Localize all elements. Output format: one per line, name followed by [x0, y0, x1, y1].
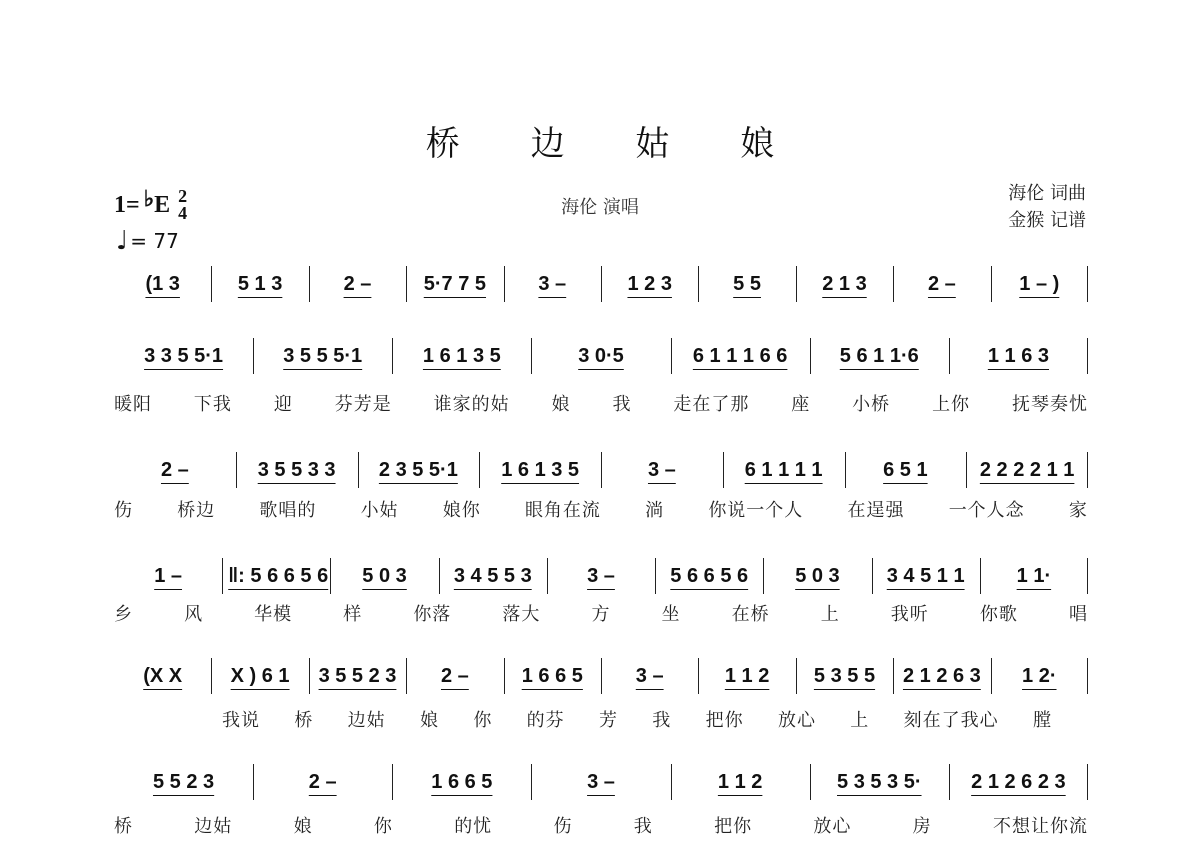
lyric-line: [114, 600, 1088, 626]
measure-notes: 1 1·: [1016, 564, 1052, 587]
lyric-word: 唱: [1068, 604, 1088, 625]
staff-line: [114, 452, 1088, 488]
measure: [236, 452, 358, 488]
lyric-word: 你: [473, 710, 493, 731]
measure: [211, 266, 308, 302]
measure: [531, 764, 670, 800]
measure-notes: 1 1 6 3: [987, 344, 1049, 367]
lyric-line: [114, 812, 1088, 838]
lyric-word: 娘你: [442, 500, 481, 521]
measure-notes: 1 –: [154, 564, 183, 587]
lyric-word: 样: [343, 604, 363, 625]
measure: [796, 266, 893, 302]
lyric-word: 我: [652, 710, 672, 731]
tempo-marking: [116, 226, 179, 256]
measure-notes: 6 5 1: [883, 458, 928, 481]
staff-line: [114, 266, 1088, 302]
lyric-word: 我: [612, 394, 632, 415]
measure: [114, 266, 211, 302]
measure: [504, 266, 601, 302]
measure-notes: 2 –: [440, 664, 469, 687]
key-note: E: [154, 191, 171, 218]
measure-notes: 2 2 2 2 1 1: [979, 458, 1075, 481]
lyric-word: 座: [791, 394, 811, 415]
lyric-word: 膛: [1032, 710, 1052, 731]
measure: [949, 338, 1088, 374]
lyric-word: 坐: [661, 604, 681, 625]
measure-notes: 1 1 2: [724, 664, 770, 687]
measure-notes: 5 5 2 3: [152, 770, 215, 793]
staff-line: [114, 558, 1088, 594]
lyric-word: 我: [633, 816, 653, 837]
measure-notes: (X X: [143, 664, 183, 687]
measure: [309, 658, 406, 694]
measure: [698, 266, 795, 302]
measure: [439, 558, 547, 594]
measure-notes: 2 –: [160, 458, 189, 481]
measure: [547, 558, 655, 594]
lyric-word: 乡: [114, 604, 133, 625]
lyric-word: 你歌: [979, 604, 1018, 625]
measure: [330, 558, 438, 594]
measure: [114, 558, 222, 594]
credits-block: [1008, 180, 1086, 234]
lyric-word: 落大: [502, 604, 541, 625]
lyric-word: 放心: [777, 710, 816, 731]
lyric-word: 抚琴奏忧: [1011, 394, 1088, 415]
measure-notes: 2 1 3: [822, 272, 867, 295]
measure: [114, 658, 211, 694]
lyric-word: 桥: [294, 710, 314, 731]
measure: [655, 558, 763, 594]
measure: [406, 266, 503, 302]
measure: [211, 658, 308, 694]
measure-notes: 3 0·5: [578, 344, 624, 367]
lyric-word: 刻在了我心: [903, 710, 999, 731]
measure-notes: 2 –: [308, 770, 337, 793]
lyric-word: 在桥: [731, 604, 770, 625]
measure: [253, 764, 392, 800]
bar-line: [1087, 558, 1088, 594]
measure-notes: 5 0 3: [362, 564, 407, 587]
lyric-word: 的忧: [454, 816, 493, 837]
lyricist-composer-credit: 海伦 词曲: [1008, 183, 1086, 204]
lyric-word: 把你: [714, 816, 753, 837]
time-signature-bottom: 4: [178, 203, 188, 223]
measure-notes: 3 4 5 1 1: [886, 564, 965, 587]
lyric-word: 风: [184, 604, 204, 625]
measure: [991, 658, 1088, 694]
measure: [671, 764, 810, 800]
lyric-word: 娘: [551, 394, 571, 415]
measure-notes: 1 1 2: [717, 770, 763, 793]
lyric-word: 不想让你流: [992, 816, 1088, 837]
measure: [253, 338, 392, 374]
lyric-word: 家: [1068, 500, 1088, 521]
measure: [114, 338, 253, 374]
lyric-word: 小姑: [360, 500, 399, 521]
bar-line: [1087, 658, 1088, 694]
measure: [845, 452, 967, 488]
lyric-word: 你: [373, 816, 393, 837]
measure: [671, 338, 810, 374]
lyric-word: 歌唱的: [259, 500, 317, 521]
lyric-word: 桥边: [177, 500, 216, 521]
measure: [601, 658, 698, 694]
measure: [601, 452, 723, 488]
measure-notes: 6 1 1 1 1: [744, 458, 823, 481]
measure-notes: 3 5 5 3 3: [257, 458, 336, 481]
measure-notes: 3 –: [587, 770, 615, 793]
lyric-word: 上: [820, 604, 840, 625]
key-tonic: 1=: [114, 191, 140, 218]
measure-notes: 5 5: [733, 272, 761, 295]
measure: [222, 558, 330, 594]
measure: [893, 658, 990, 694]
bar-line: [1087, 338, 1088, 374]
measure-notes: 1 2 3: [627, 272, 672, 295]
lyric-word: 上你: [932, 394, 971, 415]
lyric-word: 桥: [114, 816, 133, 837]
lyric-word: 娘: [419, 710, 439, 731]
measure-notes: 3 5 5 5·1: [283, 344, 363, 367]
measure-notes: (1 3: [145, 272, 180, 295]
measure: [392, 338, 531, 374]
lyric-word: 芬芳是: [334, 394, 392, 415]
measure-notes: 2 1 2 6 3: [902, 664, 981, 687]
measure-notes: 3 –: [587, 564, 615, 587]
measure-notes: 5 1 3: [237, 272, 283, 295]
measure: [114, 452, 236, 488]
lyric-word: 伤: [553, 816, 573, 837]
measure-notes: 1 6 6 5: [521, 664, 583, 687]
lyric-word: 放心: [813, 816, 852, 837]
measure: [893, 266, 990, 302]
measure-notes: 5 6 1 1·6: [839, 344, 919, 367]
staff-line: [114, 338, 1088, 374]
measure-notes: 5 3 5 5: [813, 664, 876, 687]
measure: [309, 266, 406, 302]
quarter-note-icon: ♩: [116, 226, 129, 256]
lyric-line: [222, 706, 1052, 732]
measure: [358, 452, 480, 488]
lyric-word: 房: [912, 816, 932, 837]
measure-notes: 3 3 5 5·1: [144, 344, 224, 367]
measure-notes: ‖: 5 6 6 5 6: [228, 564, 329, 587]
lyric-word: 上: [850, 710, 870, 731]
measure: [966, 452, 1088, 488]
lyric-word: 芳: [598, 710, 618, 731]
measure: [114, 764, 253, 800]
lyric-word: 你落: [413, 604, 452, 625]
measure: [392, 764, 531, 800]
measure: [872, 558, 980, 594]
measure: [601, 266, 698, 302]
tempo-value: = 77: [130, 229, 179, 253]
lyric-word: 边姑: [194, 816, 233, 837]
lyric-word: 走在了那: [673, 394, 750, 415]
measure: [810, 338, 949, 374]
lyric-word: 边姑: [347, 710, 386, 731]
lyric-word: 迎: [273, 394, 293, 415]
time-signature: [178, 188, 187, 222]
measure-notes: 3 –: [647, 458, 676, 481]
lyric-word: 下我: [193, 394, 232, 415]
lyric-word: 一个人念: [948, 500, 1025, 521]
time-signature-top: 2: [178, 186, 188, 206]
lyric-word: 小桥: [852, 394, 891, 415]
measure-notes: 1 – ): [1019, 272, 1060, 295]
lyric-word: 眼角在流: [524, 500, 601, 521]
measure-notes: 5·7 7 5: [423, 272, 487, 295]
measure-notes: 3 5 5 2 3: [318, 664, 397, 687]
measure: [504, 658, 601, 694]
bar-line: [1087, 266, 1088, 302]
measure-notes: 5 0 3: [795, 564, 840, 587]
measure: [698, 658, 795, 694]
performer-credit: 海伦 演唱: [561, 197, 639, 218]
measure-notes: 3 4 5 5 3: [453, 564, 532, 587]
measure: [980, 558, 1088, 594]
song-title: 桥 边 姑 娘: [425, 124, 805, 164]
lyric-word: 方: [591, 604, 611, 625]
measure: [949, 764, 1088, 800]
measure-notes: 3 –: [635, 664, 664, 687]
measure-notes: 1 6 1 3 5: [422, 344, 501, 367]
measure-notes: 3 –: [538, 272, 567, 295]
lyric-word: 把你: [705, 710, 744, 731]
measure-notes: 2 3 5 5·1: [378, 458, 458, 481]
lyric-word: 淌: [645, 500, 665, 521]
lyric-word: 伤: [114, 500, 133, 521]
measure: [479, 452, 601, 488]
measure-notes: 2 –: [927, 272, 956, 295]
flat-icon: ♭: [143, 186, 155, 211]
bar-line: [1087, 764, 1088, 800]
measure-notes: 1 6 6 5: [431, 770, 493, 793]
transcriber-credit: 金猴 记谱: [1008, 210, 1086, 231]
measure-notes: 1 6 1 3 5: [501, 458, 580, 481]
measure-notes: 5 3 5 3 5·: [837, 770, 922, 793]
lyric-word: 华模: [254, 604, 293, 625]
bar-line: [1087, 452, 1088, 488]
lyric-word: 的芬: [526, 710, 565, 731]
measure-notes: 1 2·: [1022, 664, 1057, 687]
measure: [531, 338, 670, 374]
lyric-word: 谁家的姑: [433, 394, 510, 415]
measure: [763, 558, 871, 594]
measure: [723, 452, 845, 488]
lyric-word: 娘: [293, 816, 313, 837]
staff-line: [114, 764, 1088, 800]
lyric-line: [114, 496, 1088, 522]
lyric-word: 我听: [890, 604, 929, 625]
measure-notes: 5 6 6 5 6: [670, 564, 749, 587]
lyric-word: 暖阳: [114, 394, 152, 415]
staff-line: [114, 658, 1088, 694]
measure: [796, 658, 893, 694]
measure-notes: 2 1 2 6 2 3: [971, 770, 1066, 793]
measure: [991, 266, 1088, 302]
measure: [406, 658, 503, 694]
measure-notes: 6 1 1 1 6 6: [692, 344, 788, 367]
measure-notes: 2 –: [343, 272, 372, 295]
lyric-word: 我说: [222, 710, 260, 731]
lyric-word: 你说一个人: [708, 500, 804, 521]
lyric-word: 在逞强: [847, 500, 905, 521]
key-signature: [114, 188, 187, 222]
lyric-line: [114, 390, 1088, 416]
measure-notes: X ) 6 1: [230, 664, 290, 687]
measure: [810, 764, 949, 800]
